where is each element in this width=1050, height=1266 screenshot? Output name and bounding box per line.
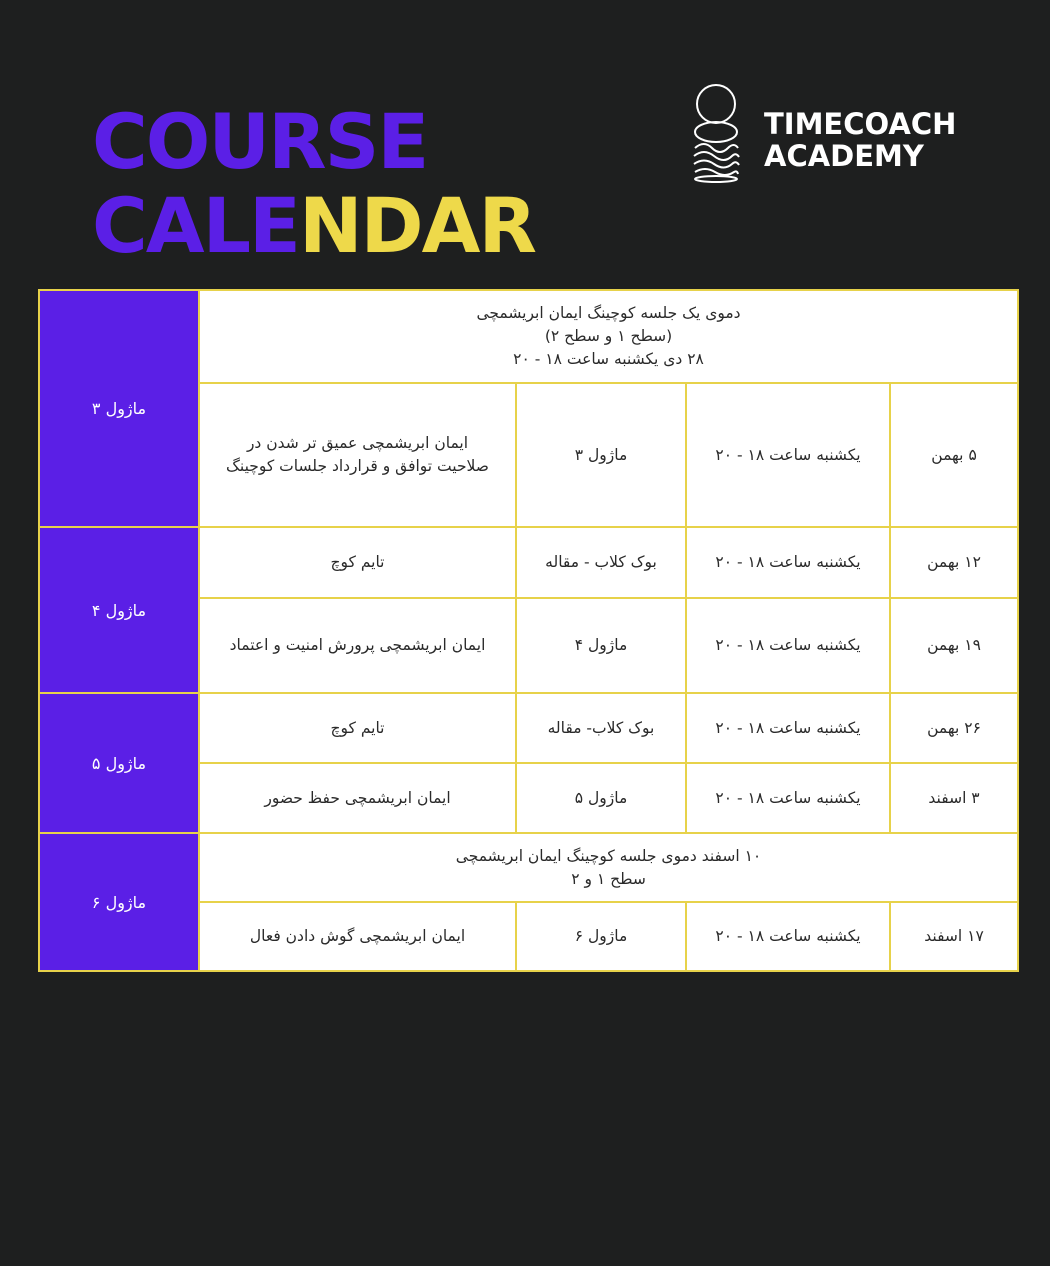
course-calendar-table [38,289,1019,972]
date-cell: ۱۷ اسفند [890,902,1018,971]
module-3-label: ماژول ۳ [39,290,199,527]
table-row [39,527,1018,598]
demo-session-2 [199,833,1018,902]
demo-2-line-2: سطح ۱ و ۲ [571,869,646,888]
type-cell: ماژول ۵ [516,763,686,833]
demo-2-line-1: ۱۰ اسفند دموی جلسه کوچینگ ایمان ابریشمچی [455,846,762,865]
demo-session-1 [199,290,1018,383]
date-cell: ۱۲ بهمن [890,527,1018,598]
page-title [92,97,535,270]
date-cell: ۵ بهمن [890,383,1018,527]
date-cell: ۱۹ بهمن [890,598,1018,693]
table-row [39,693,1018,763]
type-cell: ماژول ۴ [516,598,686,693]
topic-cell: ایمان ابریشمچی حفظ حضور [199,763,516,833]
title-line-2 [92,181,535,270]
date-cell: ۳ اسفند [890,763,1018,833]
time-cell: یکشنبه ساعت ۱۸ - ۲۰ [686,693,890,763]
topic-cell: ایمان ابریشمچی گوش دادن فعال [199,902,516,971]
time-cell: یکشنبه ساعت ۱۸ - ۲۰ [686,763,890,833]
module-5-label: ماژول ۵ [39,693,199,833]
type-cell: ماژول ۶ [516,902,686,971]
brand-name-line-1: TIMECOACH [764,107,957,141]
topic-cell: ایمان ابریشمچی پرورش امنیت و اعتماد [199,598,516,693]
topic-line-1: ایمان ابریشمچی عمیق تر شدن در [246,434,469,452]
topic-cell [199,383,516,527]
brand-name [764,108,956,172]
title-line-2-purple: CALE [92,181,299,270]
time-cell: یکشنبه ساعت ۱۸ - ۲۰ [686,527,890,598]
type-cell: ماژول ۳ [516,383,686,527]
type-cell: بوک کلاب- مقاله [516,693,686,763]
topic-cell: تایم کوچ [199,527,516,598]
title-line-2-yellow: NDAR [298,181,535,270]
type-cell: بوک کلاب - مقاله [516,527,686,598]
title-line-1: COURSE [92,97,428,186]
topic-line-2: صلاحیت توافق و قرارداد جلسات کوچینگ [226,457,489,475]
topic-cell: تایم کوچ [199,693,516,763]
brand-name-line-2: ACADEMY [764,139,924,173]
time-cell: یکشنبه ساعت ۱۸ - ۲۰ [686,598,890,693]
demo-1-line-2: (سطح ۱ و سطح ۲) [544,327,673,345]
table-row-demo-1 [39,290,1018,383]
table-row-demo-2 [39,833,1018,902]
time-cell: یکشنبه ساعت ۱۸ - ۲۰ [686,383,890,527]
module-6-label: ماژول ۶ [39,833,199,971]
date-cell: ۲۶ بهمن [890,693,1018,763]
time-cell: یکشنبه ساعت ۱۸ - ۲۰ [686,902,890,971]
stacked-coils-logo-icon [690,82,742,184]
demo-1-line-1: دموی یک جلسه کوچینگ ایمان ابریشمچی [476,304,741,322]
module-4-label: ماژول ۴ [39,527,199,693]
demo-1-line-3: ۲۸ دی یکشنبه ساعت ۱۸ - ۲۰ [513,350,704,368]
